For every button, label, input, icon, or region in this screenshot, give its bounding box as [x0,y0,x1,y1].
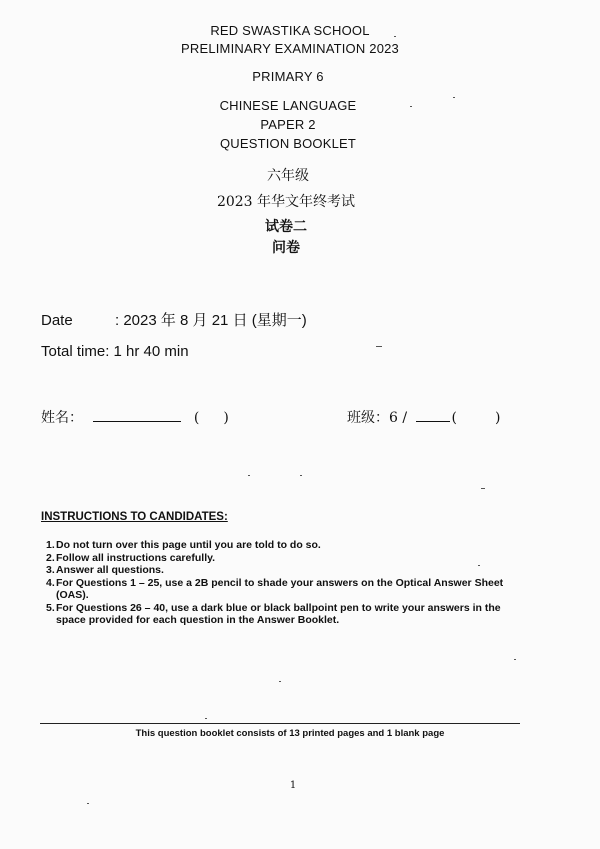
name-label: 姓名： [41,410,83,426]
class-field-row [347,407,500,427]
instruction-text: For Questions 1 – 25, use a 2B pencil to shade your answers on the Optical Answer Sheet (OAS). [56,576,504,601]
level-label: PRIMARY 6 [252,69,324,84]
scan-speck [376,346,382,347]
instruction-number: 2. [46,551,55,564]
paper-label: PAPER 2 [260,117,316,132]
instruction-number: 4. [46,576,55,589]
scan-speck [205,718,207,719]
instruction-item [46,577,526,602]
footer-divider [40,723,520,724]
instruction-number: 3. [46,564,55,576]
page-number: 1 [289,780,297,791]
instruction-item [46,552,526,565]
scan-speck [453,97,455,98]
instruction-item [46,539,526,552]
subject-label: CHINESE LANGUAGE [219,98,357,113]
instruction-item [46,564,526,577]
total-time: Total time: 1 hr 40 min [41,343,189,360]
instruction-number: 5. [46,601,55,614]
date-value: : 2023 年 8 月 21 日 (星期一) [115,312,307,329]
instruction-text: For Questions 26 – 40, use a dark blue or black ballpoint pen to write your answers in the space provided for each question in the Answer Booklet. [56,601,501,626]
exam-title: PRELIMINARY EXAMINATION 2023 [180,41,399,56]
instructions-title: INSTRUCTIONS TO CANDIDATES: [41,511,228,523]
booklet-label: QUESTION BOOKLET [219,136,357,151]
class-paren-close: ) [495,410,501,426]
scan-speck [481,488,485,489]
cn-grade-label: 六年级 [267,168,309,184]
class-paren-open: ( [451,410,457,426]
instruction-text: Answer all questions. [56,564,164,576]
class-blank[interactable] [416,411,450,422]
cn-booklet-label: 问卷 [272,240,300,256]
instruction-text: Do not turn over this page until you are told to do so. [56,539,321,551]
page-count-note: This question booklet consists of 13 printed pages and 1 blank page [135,728,445,739]
instruction-text: Follow all instructions carefully. [56,551,216,564]
cn-exam-title: 2023 年华文年终考试 [216,194,356,210]
scan-speck [478,565,480,566]
scan-speck [394,36,396,37]
scan-speck [300,475,302,476]
index-paren-open: ( [193,410,200,426]
scan-speck [248,475,250,476]
index-paren-close: ) [223,410,229,426]
cn-paper-label: 试卷二 [265,219,307,235]
instructions-list [46,539,526,627]
date-row [41,309,307,330]
class-label: 班级：6 / [347,410,408,426]
date-label: Date [41,312,73,329]
name-blank[interactable] [93,411,181,422]
name-field-row [41,407,229,427]
instruction-number: 1. [46,539,55,551]
scan-speck [87,803,89,804]
scan-speck [279,681,281,682]
scan-speck [514,659,516,660]
scan-speck [410,106,412,107]
school-name: RED SWASTIKA SCHOOL [210,23,370,35]
instruction-item [46,602,526,627]
